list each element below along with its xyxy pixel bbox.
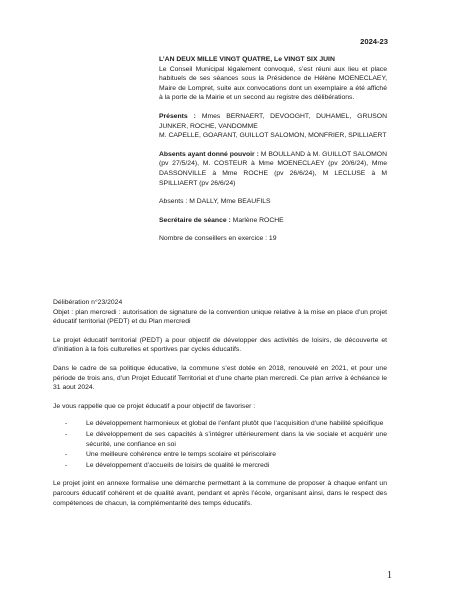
secretaire-line (159, 216, 387, 226)
deliberation-objet: Objet : plan mercredi : autorisation de signature de la convention unique relative à la mise en place d’un projet éducatif territorial (PEDT) et du Plan mercredi (53, 308, 387, 326)
list-item: - Une meilleure cohérence entre le temps scolaire et périscolaire (65, 451, 277, 459)
absents-line: Absents : M DALLY, Mme BEAUFILS (159, 198, 271, 206)
bullet-dash: - (65, 451, 68, 459)
absents-pouvoir-line (159, 150, 387, 188)
paragraph-pedt: Le projet éducatif territorial (PEDT) a pour objectif de développer des activités de loisirs, de découverte et d’initiation à la fois culturelles et sportives par cycles éducatifs. (53, 336, 387, 354)
presents-line (159, 112, 387, 131)
presents-label: Présents : (159, 112, 196, 120)
meeting-date-title: L’AN DEUX MILLE VINGT QUATRE, Le VINGT SIX JUIN (159, 56, 335, 63)
reference-number: 2024-23 (360, 37, 388, 46)
objectives-list (53, 419, 387, 470)
secretaire-label: Secrétaire de séance : (159, 216, 231, 224)
presents-list: Mmes BERNAERT, DEVOOGHT, DUHAMEL, GRUSON JUNKER, ROCHE, VANDOMME (159, 112, 387, 130)
page-number: 1 (387, 570, 392, 581)
bullet-dash: - (65, 430, 68, 438)
paragraph-annexe: Le projet joint en annexe formalise une démarche permettant à la commune de proposer à chaque enfant un parcours éducatif cohérent et de qualité avant, pendant et après l’école, organisant ainsi, dans le respect des compétences de chacun, la complémentarité des temps éducatifs. (53, 480, 387, 507)
deliberation-number: Délibération n°23/2024 (53, 299, 123, 306)
meeting-intro: Le Conseil Municipal légalement convoqué, s’est réuni aux lieu et place habituels de ses séances sous la Présidence de Hélène MOENECLAEY, Maire de Lompret, suite aux convocations dont un exemplaire a été affiché à la porte de la Mairie et un second au registre des délibérations. (159, 65, 387, 102)
secretaire-name: Marlène ROCHE (230, 216, 284, 224)
list-item: - Le développement harmonieux et global de l’enfant plutôt que l’acquisition d’une habilité spécifique (65, 420, 384, 428)
absents-pouvoir-list: M BOULLAND à M. GUILLOT SALOMON (pv 27/5/24), M. COSTEUR à Mme MOENECLAEY (pv 20/6/24), Mme DASSONVILLE à Mme ROCHE (pv 26/6/24), M LECLUSE à M SPILLIAERT (pv 26/6/24) (159, 150, 387, 187)
list-item: - Le développement d’accueils de loisirs de qualité le mercredi (65, 461, 270, 469)
meeting-header (159, 55, 387, 244)
bullet-dash: - (65, 461, 68, 469)
deliberation-body (53, 298, 387, 508)
paragraph-politique: Dans le cadre de sa politique éducative, la commune s’est dotée en 2018, renouvelé en 2021, et pour une période de trois ans, d’un Projet Educatif Territorial et d’une charte plan mercredi. Ce plan arrive à échéance le 31 aout 2024. (53, 364, 387, 392)
absents-pouvoir-label: Absents ayant donné pouvoir : (159, 150, 259, 158)
paragraph-rappel: Je vous rappelle que ce projet éducatif a pour objectif de favoriser : (53, 402, 256, 410)
list-item: - Le développement de ses capacités à s’intégrer ultérieurement dans la vie sociale et acquérir une sécurité, une confiance en soi (65, 430, 387, 448)
bullet-dash: - (65, 420, 68, 428)
conseillers-count: Nombre de conseillers en exercice : 19 (159, 235, 277, 243)
presents-list-men: M. CAPELLE, GOARANT, GUILLOT SALOMON, MONFRIER, SPILLIAERT (159, 132, 387, 140)
